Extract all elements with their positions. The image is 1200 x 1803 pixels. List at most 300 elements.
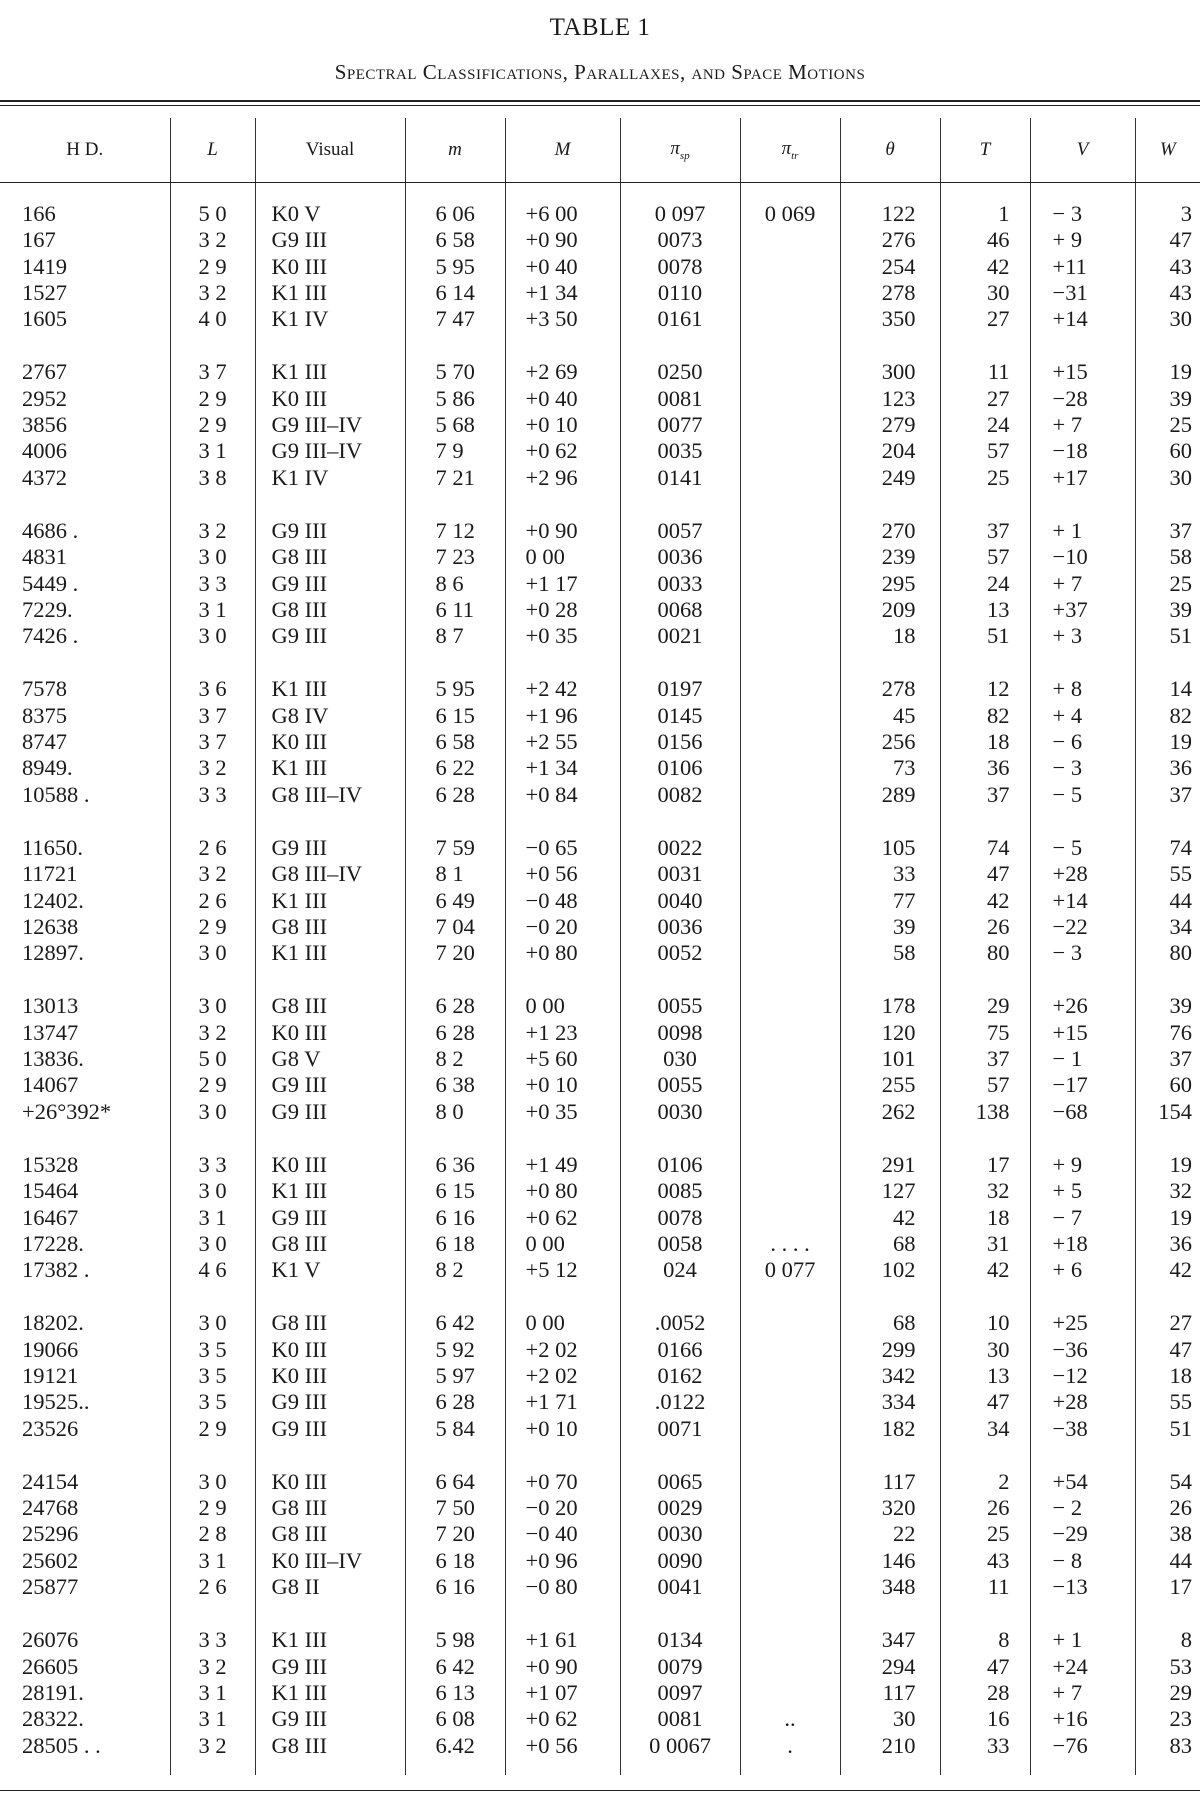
cell-w: 34 [1135,914,1200,940]
cell-hd: 4831 [22,544,67,570]
table-row [0,1600,1200,1653]
cell-m-absolute: +2 02 [505,1337,620,1363]
cell-m-absolute: +0 62 [505,1706,620,1732]
cell-pi-tr [740,1548,840,1574]
table-row [0,1495,1200,1521]
cell-w: 30 [1135,306,1200,332]
cell-t: 29 [940,966,1030,1019]
cell-theta: 278 [840,280,940,306]
cell-pi-tr [740,1680,840,1706]
cell-visual: G8 III [255,1495,405,1521]
cell-t: 32 [940,1178,1030,1204]
cell-v: + 8 [1030,649,1135,702]
cell-m-absolute: 0 00 [505,1231,620,1257]
table-row [0,940,1200,966]
cell-l: 2 9 [170,1495,255,1521]
header-pi-sp-symbol: π [670,138,680,160]
cell-pi-sp: 0057 [620,491,740,544]
table-row [0,1680,1200,1706]
cell-visual: G8 III [255,544,405,570]
table-row [0,1363,1200,1389]
cell-w: 44 [1135,1548,1200,1574]
table-row [0,1257,1200,1283]
cell-t: 47 [940,861,1030,887]
cell-t: 26 [940,1495,1030,1521]
header-pi-sp [620,118,740,183]
cell-theta: 117 [840,1442,940,1495]
cell-pi-sp: 0078 [620,1205,740,1231]
cell-pi-sp: 0141 [620,465,740,491]
cell-theta: 276 [840,227,940,253]
cell-m-absolute: −0 48 [505,888,620,914]
cell-l: 3 5 [170,1363,255,1389]
cell-m-absolute: 0 00 [505,544,620,570]
cell-m-absolute: +0 35 [505,1099,620,1125]
cell-m-absolute: +0 62 [505,1205,620,1231]
cell-t: 25 [940,465,1030,491]
cell-pi-tr [740,1283,840,1336]
cell-t: 51 [940,623,1030,649]
cell-t: 24 [940,412,1030,438]
table-row [0,649,1200,702]
cell-visual: G9 III [255,1416,405,1442]
table-row [0,1654,1200,1680]
cell-v: − 8 [1030,1548,1135,1574]
cell-pi-tr [740,782,840,808]
cell-t: 33 [940,1733,1030,1775]
cell-w: 30 [1135,465,1200,491]
cell-v: − 5 [1030,782,1135,808]
table-row [0,438,1200,464]
cell-pi-sp: 0250 [620,332,740,385]
cell-v: −38 [1030,1416,1135,1442]
cell-m-absolute: +5 60 [505,1046,620,1072]
cell-visual: K0 V [255,183,405,228]
cell-hd: 19121 [22,1362,79,1388]
cell-l: 3 7 [170,703,255,729]
cell-m-apparent: 6 58 [405,729,505,755]
cell-v: − 3 [1030,183,1135,228]
cell-w: 80 [1135,940,1200,966]
cell-t: 75 [940,1020,1030,1046]
cell-visual: G9 III [255,623,405,649]
cell-m-apparent: 5 95 [405,254,505,280]
cell-hd: 11650. [22,834,84,860]
cell-pi-sp: .0122 [620,1389,740,1415]
table-row [0,1389,1200,1415]
cell-t: 30 [940,280,1030,306]
cell-visual: G8 III [255,1733,405,1775]
header-m-apparent: m [405,118,505,183]
cell-l: 3 2 [170,491,255,544]
header-v: V [1030,118,1135,183]
cell-hd: 1419 [22,253,67,279]
cell-hd: 18202. [22,1310,84,1336]
cell-v: + 7 [1030,412,1135,438]
cell-theta: 255 [840,1072,940,1098]
cell-m-apparent: 6 28 [405,782,505,808]
cell-pi-tr [740,412,840,438]
cell-theta: 22 [840,1521,940,1547]
cell-pi-sp: 0035 [620,438,740,464]
cell-visual: G9 III [255,1205,405,1231]
cell-t: 2 [940,1442,1030,1495]
cell-l: 4 6 [170,1257,255,1283]
cell-visual: G8 III [255,597,405,623]
cell-hd: 12897. [22,940,84,966]
cell-pi-tr [740,386,840,412]
cell-pi-tr: 0 069 [740,183,840,228]
cell-pi-sp: 0031 [620,861,740,887]
cell-l: 3 5 [170,1337,255,1363]
table-row [0,1521,1200,1547]
cell-visual: G9 III [255,808,405,861]
cell-l: 3 5 [170,1389,255,1415]
cell-m-absolute: +1 96 [505,703,620,729]
cell-theta: 182 [840,1416,940,1442]
cell-l: 3 2 [170,755,255,781]
cell-m-apparent: 5 86 [405,386,505,412]
cell-l: 2 9 [170,254,255,280]
cell-pi-tr [740,966,840,1019]
cell-m-apparent: 7 59 [405,808,505,861]
cell-l: 3 0 [170,623,255,649]
cell-hd: 7578 [22,676,67,702]
cell-w: 39 [1135,386,1200,412]
cell-m-apparent: 8 2 [405,1046,505,1072]
cell-v: + 1 [1030,1600,1135,1653]
cell-l: 2 9 [170,914,255,940]
cell-hd: 25877 [22,1574,79,1600]
cell-theta: 178 [840,966,940,1019]
cell-t: 24 [940,571,1030,597]
cell-pi-tr [740,1389,840,1415]
table-row [0,1020,1200,1046]
cell-visual: K1 IV [255,306,405,332]
cell-m-apparent: 7 9 [405,438,505,464]
cell-pi-sp: 0106 [620,755,740,781]
cell-pi-tr [740,465,840,491]
cell-pi-sp: 0029 [620,1495,740,1521]
cell-t: 11 [940,332,1030,385]
cell-pi-sp: 0166 [620,1337,740,1363]
cell-m-apparent: 6 13 [405,1680,505,1706]
cell-pi-tr [740,914,840,940]
cell-pi-tr [740,888,840,914]
cell-v: −76 [1030,1733,1135,1775]
cell-w: 55 [1135,1389,1200,1415]
cell-v: +28 [1030,861,1135,887]
table-row [0,755,1200,781]
cell-m-apparent: 6 16 [405,1574,505,1600]
cell-w: 39 [1135,597,1200,623]
cell-m-apparent: 6 28 [405,1020,505,1046]
cell-t: 138 [940,1099,1030,1125]
cell-l: 3 3 [170,1600,255,1653]
cell-visual: K1 III [255,1600,405,1653]
table-row [0,597,1200,623]
cell-hd: 28505 . . [22,1732,101,1758]
cell-t: 43 [940,1548,1030,1574]
cell-v: +24 [1030,1654,1135,1680]
cell-visual: G8 III–IV [255,861,405,887]
cell-theta: 77 [840,888,940,914]
cell-theta: 102 [840,1257,940,1283]
cell-pi-sp: 0085 [620,1178,740,1204]
cell-pi-tr [740,227,840,253]
cell-v: +16 [1030,1706,1135,1732]
cell-w: 19 [1135,1205,1200,1231]
cell-hd: 12402. [22,887,84,913]
cell-t: 42 [940,254,1030,280]
cell-m-apparent: 6 58 [405,227,505,253]
cell-w: 47 [1135,227,1200,253]
cell-pi-tr [740,755,840,781]
cell-m-absolute: +6 00 [505,183,620,228]
bottom-rule [0,1790,1200,1791]
cell-m-absolute: −0 20 [505,914,620,940]
cell-theta: 239 [840,544,940,570]
cell-m-apparent: 8 0 [405,1099,505,1125]
cell-v: − 2 [1030,1495,1135,1521]
cell-l: 3 0 [170,1099,255,1125]
cell-w: 54 [1135,1442,1200,1495]
cell-theta: 120 [840,1020,940,1046]
cell-hd: 14067 [22,1072,79,1098]
table-row [0,544,1200,570]
cell-theta: 58 [840,940,940,966]
cell-m-apparent: 7 21 [405,465,505,491]
cell-pi-sp: 0097 [620,1680,740,1706]
cell-visual: K0 III [255,1337,405,1363]
cell-theta: 146 [840,1548,940,1574]
cell-l: 4 0 [170,306,255,332]
cell-l: 3 0 [170,1178,255,1204]
cell-hd: 10588 . [22,781,90,807]
cell-t: 80 [940,940,1030,966]
table-row [0,491,1200,544]
cell-w: 37 [1135,491,1200,544]
cell-pi-tr [740,729,840,755]
cell-visual: K0 III–IV [255,1548,405,1574]
cell-m-apparent: 5 68 [405,412,505,438]
table-row [0,183,1200,228]
cell-l: 2 9 [170,386,255,412]
cell-m-absolute: +5 12 [505,1257,620,1283]
cell-pi-tr [740,1020,840,1046]
cell-pi-sp: 0073 [620,227,740,253]
cell-m-absolute: +2 69 [505,332,620,385]
cell-l: 5 0 [170,183,255,228]
cell-pi-sp: 0055 [620,966,740,1019]
cell-pi-tr [740,1205,840,1231]
cell-l: 3 0 [170,966,255,1019]
cell-pi-tr [740,1337,840,1363]
header-row [0,118,1200,183]
cell-hd: 26605 [22,1653,79,1679]
cell-m-apparent: 7 47 [405,306,505,332]
cell-pi-tr [740,1654,840,1680]
cell-w: 43 [1135,254,1200,280]
cell-w: 39 [1135,966,1200,1019]
cell-t: 27 [940,386,1030,412]
cell-visual: K1 IV [255,465,405,491]
cell-m-absolute: +0 70 [505,1442,620,1495]
cell-theta: 279 [840,412,940,438]
cell-w: 42 [1135,1257,1200,1283]
cell-hd: 8747 [22,729,67,755]
table-row [0,1283,1200,1336]
cell-t: 25 [940,1521,1030,1547]
cell-m-apparent: 6 08 [405,1706,505,1732]
cell-hd: 4686 . [22,517,79,543]
cell-theta: 342 [840,1363,940,1389]
cell-v: +15 [1030,332,1135,385]
cell-pi-tr [740,623,840,649]
cell-w: 36 [1135,1231,1200,1257]
cell-m-absolute: +0 35 [505,623,620,649]
cell-theta: 204 [840,438,940,464]
cell-hd: +26°392* [22,1098,112,1124]
cell-visual: G9 III [255,1706,405,1732]
cell-m-absolute: 0 00 [505,966,620,1019]
cell-hd: 2952 [22,385,67,411]
cell-m-absolute: −0 65 [505,808,620,861]
cell-visual: K0 III [255,1363,405,1389]
cell-l: 3 7 [170,729,255,755]
table-row [0,254,1200,280]
cell-pi-tr [740,571,840,597]
cell-w: 37 [1135,1046,1200,1072]
table-row [0,386,1200,412]
cell-pi-sp: 0081 [620,386,740,412]
cell-visual: G8 V [255,1046,405,1072]
cell-hd: 13013 [22,993,79,1019]
cell-theta: 68 [840,1283,940,1336]
cell-t: 16 [940,1706,1030,1732]
cell-w: 18 [1135,1363,1200,1389]
cell-hd: 13836. [22,1046,84,1072]
cell-m-absolute: +0 40 [505,386,620,412]
cell-l: 3 0 [170,544,255,570]
table-row [0,280,1200,306]
cell-t: 8 [940,1600,1030,1653]
table-row [0,1548,1200,1574]
cell-theta: 18 [840,623,940,649]
cell-l: 3 8 [170,465,255,491]
cell-t: 57 [940,438,1030,464]
cell-m-absolute: +0 56 [505,1733,620,1775]
table-row [0,808,1200,861]
cell-theta: 39 [840,914,940,940]
cell-pi-tr [740,280,840,306]
cell-m-apparent: 5 97 [405,1363,505,1389]
cell-visual: K0 III [255,729,405,755]
cell-pi-sp: 0065 [620,1442,740,1495]
cell-l: 3 0 [170,1283,255,1336]
cell-visual: K0 III [255,1125,405,1178]
cell-m-apparent: 6 42 [405,1654,505,1680]
cell-pi-tr: .. [740,1706,840,1732]
cell-l: 3 0 [170,1231,255,1257]
cell-pi-sp: 0033 [620,571,740,597]
cell-v: −18 [1030,438,1135,464]
cell-pi-tr [740,491,840,544]
cell-pi-sp: 0145 [620,703,740,729]
cell-m-apparent: 6 49 [405,888,505,914]
cell-hd: 24154 [22,1468,79,1494]
cell-m-apparent: 6 11 [405,597,505,623]
cell-m-absolute: +1 17 [505,571,620,597]
cell-v: + 9 [1030,227,1135,253]
cell-m-apparent: 6 38 [405,1072,505,1098]
cell-l: 3 2 [170,1733,255,1775]
cell-pi-tr [740,1099,840,1125]
cell-theta: 101 [840,1046,940,1072]
cell-hd: 28191. [22,1679,84,1705]
data-table [0,118,1200,1775]
cell-t: 74 [940,808,1030,861]
cell-l: 3 1 [170,1680,255,1706]
cell-t: 37 [940,491,1030,544]
table-row [0,412,1200,438]
cell-l: 3 1 [170,1706,255,1732]
cell-visual: G8 III [255,914,405,940]
cell-w: 38 [1135,1521,1200,1547]
cell-t: 47 [940,1654,1030,1680]
cell-t: 42 [940,888,1030,914]
cell-t: 47 [940,1389,1030,1415]
cell-visual: G8 III [255,966,405,1019]
table-row [0,306,1200,332]
cell-v: −31 [1030,280,1135,306]
top-rule-thin [0,105,1200,106]
cell-t: 82 [940,703,1030,729]
cell-m-apparent: 6 28 [405,1389,505,1415]
cell-hd: 28322. [22,1706,84,1732]
cell-m-absolute: +3 50 [505,306,620,332]
cell-m-absolute: +2 96 [505,465,620,491]
cell-hd: 166 [22,201,56,226]
cell-visual: K1 III [255,1178,405,1204]
cell-pi-sp: 0036 [620,914,740,940]
cell-pi-tr: . [740,1733,840,1775]
cell-m-absolute: +0 96 [505,1548,620,1574]
cell-t: 37 [940,782,1030,808]
cell-l: 3 2 [170,280,255,306]
cell-pi-sp: 0106 [620,1125,740,1178]
table-row [0,703,1200,729]
cell-w: 29 [1135,1680,1200,1706]
header-m-absolute: M [505,118,620,183]
cell-hd: 1605 [22,306,67,332]
cell-pi-tr [740,940,840,966]
cell-v: −29 [1030,1521,1135,1547]
cell-w: 74 [1135,808,1200,861]
cell-visual: G9 III [255,1072,405,1098]
cell-v: +25 [1030,1283,1135,1336]
cell-hd: 8949. [22,755,73,781]
cell-l: 3 1 [170,1548,255,1574]
cell-pi-sp: 0 0067 [620,1733,740,1775]
cell-theta: 256 [840,729,940,755]
cell-theta: 68 [840,1231,940,1257]
cell-w: 25 [1135,571,1200,597]
cell-theta: 295 [840,571,940,597]
cell-m-apparent: 6 15 [405,1178,505,1204]
cell-w: 32 [1135,1178,1200,1204]
table-row [0,1574,1200,1600]
